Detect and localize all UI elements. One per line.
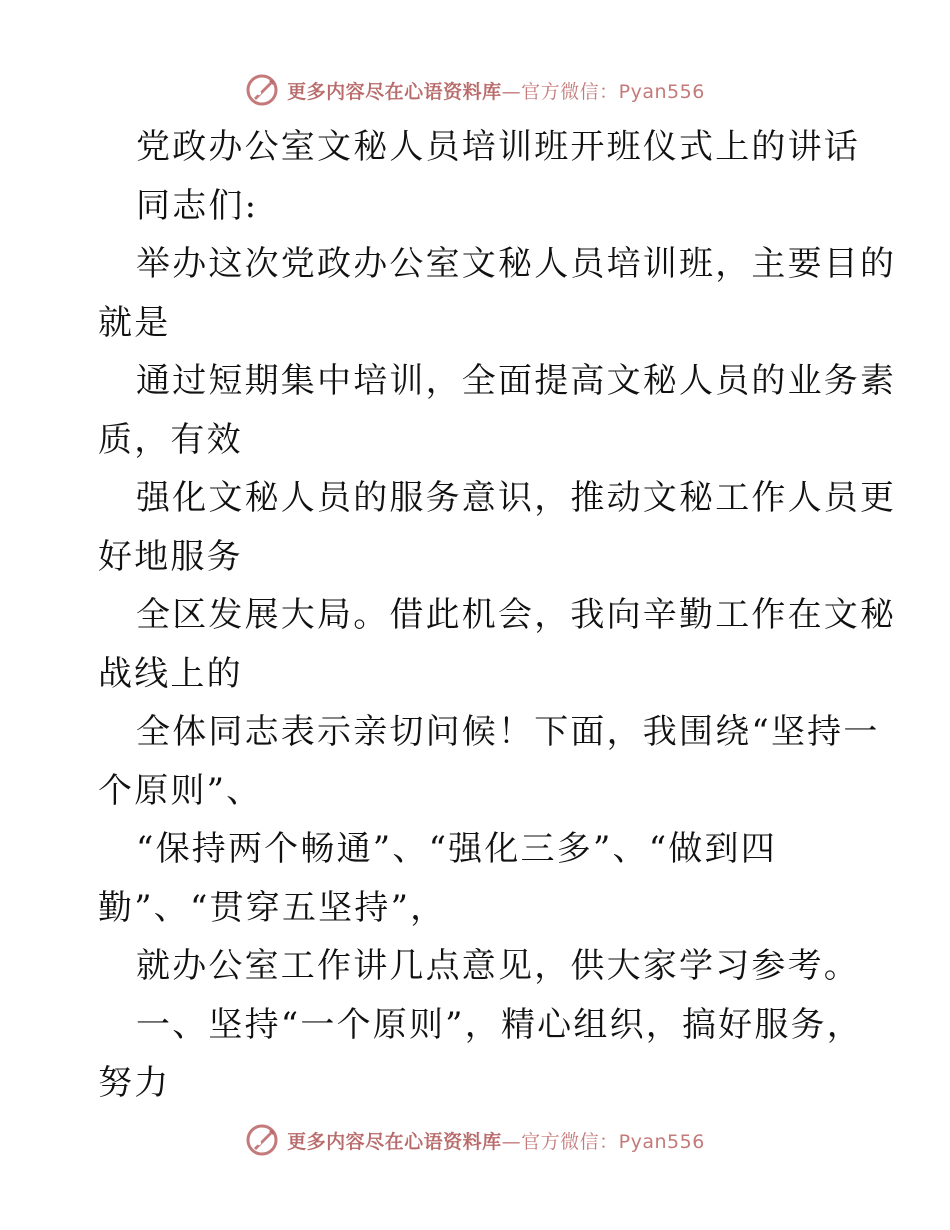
banner-wechat-text: 官方微信：Pyan556 [521,1130,705,1153]
banner-wechat-text: 官方微信：Pyan556 [521,80,705,103]
paragraph-line: 战线上的 [98,653,243,694]
section-heading: 一、坚持“一个原则”，精心组织，搞好服务， [136,1004,863,1045]
quill-pen-logo-icon [245,1123,279,1157]
paragraph-line: 全体同志表示亲切问候！下面，我围绕“坚持一 [136,712,880,752]
paragraph-line: 个原则”、 [98,770,263,811]
paragraph-line: 通过短期集中培训，全面提高文秘人员的业务素 [136,361,897,401]
banner-main-text: 更多内容尽在心语资料库 [287,80,502,103]
banner-dash: — [501,1130,522,1153]
paragraph-line: 强化文秘人员的服务意识，推动文秘工作人员更 [136,478,897,518]
footer-banner [0,1120,950,1160]
salutation: 同志们: [136,185,259,226]
paragraph-line: 举办这次党政办公室文秘人员培训班，主要目的 [136,244,897,284]
paragraph-line: 勤”、“贯穿五坚持”， [98,887,447,928]
paragraph-line: 就是 [98,302,171,343]
paragraph-line: 努力 [98,1063,171,1103]
banner-dash: — [501,80,522,103]
banner-main-text: 更多内容尽在心语资料库 [287,1130,502,1153]
paragraph-line: 好地服务 [98,536,243,577]
banner-text [287,77,705,104]
banner-text [287,1127,705,1154]
paragraph-line: 质，有效 [98,419,243,460]
paragraph-line: “保持两个畅通”、“强化三多”、“做到四 [136,829,777,869]
document-title: 党政办公室文秘人员培训班开班仪式上的讲话 [136,127,860,167]
paragraph-line: 全区发展大局。借此机会，我向辛勤工作在文秘 [136,595,897,635]
paragraph-line: 就办公室工作讲几点意见，供大家学习参考。 [136,946,860,986]
header-banner [0,70,950,110]
quill-pen-logo-icon [245,73,279,107]
document-body [98,118,897,1113]
